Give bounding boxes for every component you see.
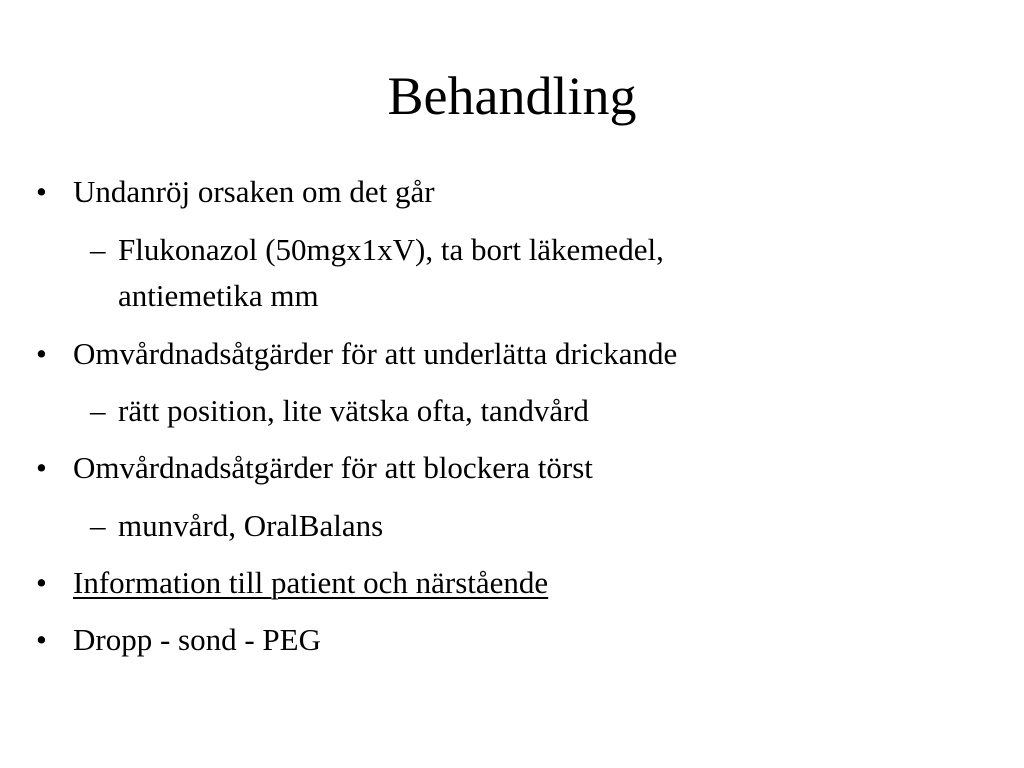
sub-bullet-text: munvård, OralBalans	[118, 508, 384, 543]
bullet-marker: •	[36, 336, 47, 371]
bullet-marker: •	[36, 450, 47, 485]
bullet-text: Undanröj orsaken om det går	[73, 174, 435, 209]
slide-title: Behandling	[387, 66, 637, 126]
bullet-text-underlined: Information till patient och närstående	[73, 565, 549, 600]
bullet-text: Omvårdnadsåtgärder för att underlätta drickande	[73, 336, 678, 371]
bullet-marker: •	[36, 622, 47, 657]
dash-marker: –	[90, 508, 106, 543]
bullet-text: Omvårdnadsåtgärder för att blockera törst	[73, 450, 593, 485]
bullet-text: Dropp - sond - PEG	[73, 622, 321, 657]
sub-bullet-text-continuation: antiemetika mm	[118, 278, 319, 313]
dash-marker: –	[90, 232, 106, 267]
sub-bullet-text: Flukonazol (50mgx1xV), ta bort läkemedel,	[118, 232, 664, 267]
sub-bullet-text: rätt position, lite vätska ofta, tandvård	[118, 393, 589, 428]
bullet-marker: •	[36, 565, 47, 600]
dash-marker: –	[90, 393, 106, 428]
bullet-marker: •	[36, 174, 47, 209]
